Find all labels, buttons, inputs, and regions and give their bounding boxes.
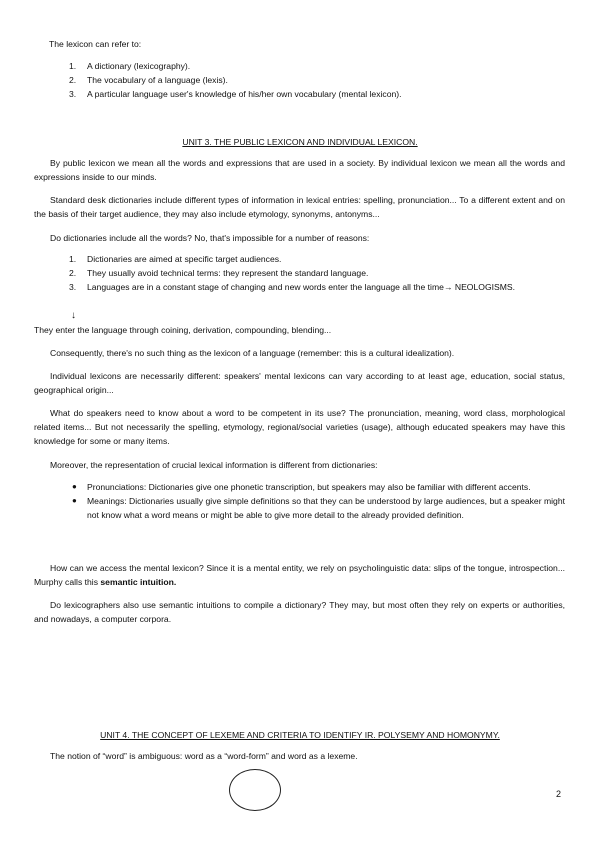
unit4-heading: UNIT 4. THE CONCEPT OF LEXEME AND CRITERIA TO IDENTIFY IR. POLYSEMY AND HOMONYMY. <box>100 730 500 740</box>
paragraph-consequently: Consequently, there's no such thing as the lexicon of a language (remember: this is a cultural idealization). <box>50 348 455 358</box>
list-item: ● Pronunciations: Dictionaries give one phonetic transcription, but speakers may also be familiar with different accents. <box>69 480 565 494</box>
page-number: 2 <box>556 789 562 799</box>
paragraph-desk-dictionaries: Standard desk dictionaries include different types of information in lexical entries: spelling, pronunciation... To a different extent and on the basis of their target audience, they may also include etymology, synonyms, antonyms... <box>34 195 565 220</box>
list-item: 1. A dictionary (lexicography). <box>69 61 191 71</box>
list-item: 3. A particular language user's knowledge of his/her own vocabulary (mental lexicon). <box>69 89 402 100</box>
bullet-icon: ● <box>72 496 77 506</box>
down-arrow-icon: ↓ <box>71 310 76 321</box>
differences-list <box>69 480 565 523</box>
intro-line: The lexicon can refer to: <box>49 39 142 49</box>
unit3-heading: UNIT 3. THE PUBLIC LEXICON AND INDIVIDUAL LEXICON. <box>182 137 418 147</box>
paragraph-public-lexicon: By public lexicon we mean all the words and expressions that are used in a society. By individual lexicon we mean all the words and expressions inside to our minds. <box>34 158 565 183</box>
paragraph-representation: Moreover, the representation of crucial lexical information is different from dictionaries: <box>50 460 378 470</box>
list-item: ● Meanings: Dictionaries usually give simple definitions so that they can be understood by large audiences, but a speaker might not know what a word means or might be able to give more detail to the already provided definition. <box>72 496 565 521</box>
paragraph-neologisms: They enter the language through coining, derivation, compounding, blending... <box>34 325 332 335</box>
paragraph-dictionaries-question: Do dictionaries include all the words? No, that's impossible for a number of reasons: <box>50 233 370 243</box>
semantic-intuition-term: semantic intuition. <box>100 577 177 588</box>
paragraph-individual-lexicons: Individual lexicons are necessarily different: speakers' mental lexicons can vary according to at least age, education, social status, geographical origin... <box>34 371 565 396</box>
list-item: 1. Dictionaries are aimed at specific target audiences. <box>69 254 282 264</box>
paragraph-lexicographers: Do lexicographers also use semantic intuitions to compile a dictionary? They may, but most often they rely on experts or authorities, and nowadays, a computer corpora. <box>34 600 565 625</box>
list-item: 2. The vocabulary of a language (lexis). <box>69 75 228 86</box>
bullet-icon: ● <box>72 482 77 491</box>
ellipse-mark <box>229 769 281 811</box>
paragraph-mental-lexicon: How can we access the mental lexicon? Since it is a mental entity, we rely on psycholinguistic data: slips of the tongue, introspection... Murphy calls this semantic intuition. <box>34 563 565 588</box>
list-item: 3. Languages are in a constant stage of changing and new words enter the language all the time→ NEOLOGISMS. <box>69 282 516 293</box>
paragraph-word-notion: The notion of “word” is ambiguous: word as a “word-form” and word as a lexeme. <box>50 751 358 761</box>
lexicon-list <box>69 59 549 102</box>
paragraph-speaker-knowledge: What do speakers need to know about a word to be competent in its use? The pronunciation, meaning, word class, morphological related items... But not necessarily the spelling, etymology, regional/social varieties (usage), although educated speakers may have this knowledge for some or many items. <box>34 408 565 447</box>
list-item: 2. They usually avoid technical terms: they represent the standard language. <box>69 268 369 279</box>
reasons-list <box>69 252 565 295</box>
